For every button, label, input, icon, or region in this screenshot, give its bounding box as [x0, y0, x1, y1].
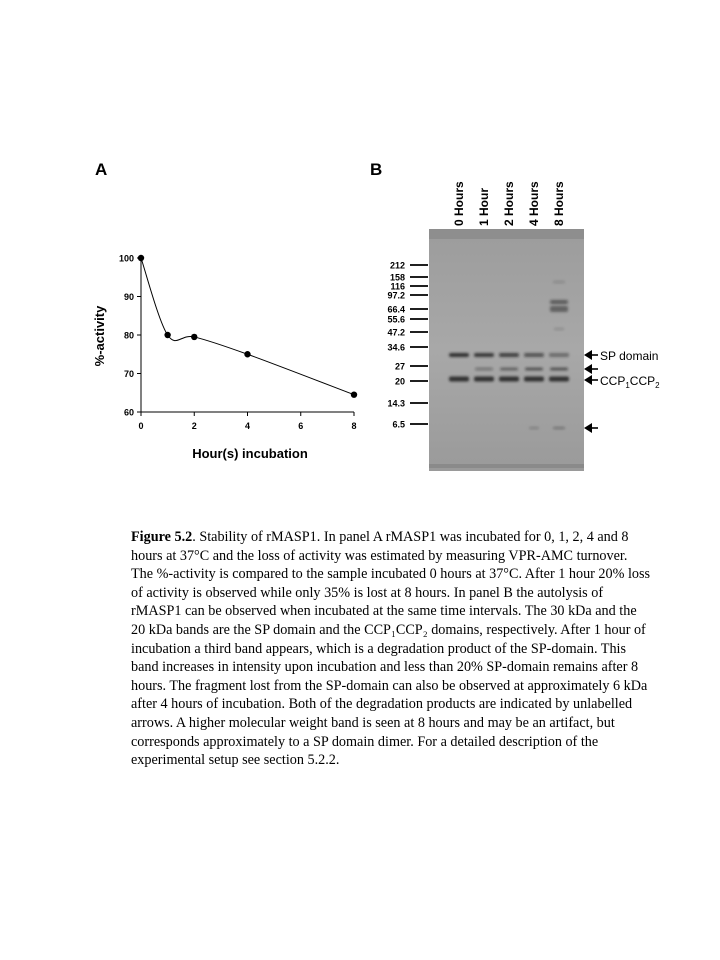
sp-domain-label: SP domain	[600, 349, 659, 363]
marker-label: 6.5	[392, 419, 405, 430]
sp-domain-band	[499, 353, 519, 357]
high-mw-band	[550, 306, 568, 312]
x-axis-label: Hour(s) incubation	[192, 446, 308, 461]
ccp-domain-band	[499, 377, 519, 382]
marker-label: 47.2	[387, 327, 405, 338]
x-tick-label: 6	[298, 421, 304, 431]
marker-label: 66.4	[387, 304, 405, 315]
y-tick-label: 80	[123, 330, 134, 341]
fragment-band	[529, 427, 539, 429]
lane-label: 4 Hours	[527, 181, 541, 226]
gel-wells	[429, 229, 584, 239]
fragment-band	[553, 427, 565, 429]
ccp-domain-label: $CCP_1CCP_2$	[600, 374, 660, 390]
ccp-domain-band	[474, 377, 494, 382]
marker-label: 116	[390, 281, 405, 292]
marker-label: 212	[389, 260, 405, 271]
panel-b-label: B	[370, 160, 383, 179]
figure-caption-label: Figure 5.2	[131, 529, 193, 545]
gel-image	[429, 229, 584, 471]
marker-label: 14.3	[387, 398, 405, 409]
x-tick-label: 2	[191, 421, 197, 431]
marker-label: 27	[394, 361, 405, 372]
x-tick-label: 0	[138, 421, 144, 431]
degradation-band	[550, 368, 568, 371]
marker-label: 34.6	[387, 342, 405, 353]
figure-caption-text: . Stability of rMASP1. In panel A rMASP1 was incubated for 0, 1, 2, 4 and 8 hours at 37°C and the loss of activity was estimated by measuring VPR-AMC turnover. The %-activity is compared to the sample incubated 0 hours at 37°C. After 1 hour 20% loss of activity is observed while only 35% is lost at 8 hours. In panel B the autolysis of rMASP1 can be observed when incubated at the same time intervals. The 30 kDa and the 20 kDa bands are the SP domain and the CCP₁CCP₂ domains, respectively. After 1 hour of incubation a third band appears, which is a degradation product of the SP-domain. This band increases in intensity upon incubation and less than 20% SP-domain remains after 8 hours. The fragment lost from the SP-domain can also be observed at approximately 6 kDa after 4 hours of incubation. Both of the degradation products are indicated by unlabelled arrows. A higher molecular weight band is seen at 8 hours and may be an artifact, but corresponds approximately to a SP domain dimer. For a detailed description of the experimental setup see section 5.2.2.	[131, 529, 651, 769]
y-axis-label: %-activity	[92, 305, 107, 367]
y-tick-label: 90	[123, 292, 134, 302]
ccp-domain-band	[449, 377, 469, 382]
y-tick-label: 70	[123, 369, 134, 379]
sp-domain-band	[449, 353, 469, 357]
marker-ladder	[387, 261, 428, 430]
sp-domain-band	[524, 353, 544, 357]
ccp-domain-band	[549, 377, 569, 382]
lane-label: 1 Hour	[477, 187, 491, 226]
high-mw-band	[553, 281, 565, 283]
degradation-band	[500, 368, 518, 371]
high-mw-band	[554, 328, 564, 330]
panel-a-label: A	[95, 160, 108, 179]
ccp-domain-band	[524, 377, 544, 382]
lane-label: 8 Hours	[552, 181, 566, 226]
x-tick-label: 4	[244, 421, 251, 431]
x-tick-label: 8	[351, 421, 357, 431]
gel-bottom-edge	[429, 464, 584, 468]
sp-domain-band	[474, 353, 494, 357]
ccp-arrow	[584, 375, 598, 385]
degradation-arrow-lower	[584, 423, 598, 433]
y-tick-label: 60	[123, 407, 134, 418]
marker-label: 158	[389, 272, 405, 283]
high-mw-band	[550, 300, 568, 304]
lane-label: 2 Hours	[502, 181, 516, 226]
marker-label: 55.6	[387, 314, 405, 325]
degradation-arrow-upper	[584, 364, 598, 374]
degradation-band	[475, 368, 493, 371]
lane-labels	[452, 181, 566, 226]
marker-label: 97.2	[387, 290, 405, 301]
lane-label: 0 Hours	[452, 181, 466, 226]
figure-caption	[131, 528, 651, 770]
marker-label: 20	[394, 376, 405, 387]
y-tick-label: 100	[118, 253, 134, 264]
sp-domain-arrow	[584, 350, 598, 360]
sp-domain-band	[549, 353, 569, 357]
degradation-band	[525, 368, 543, 371]
